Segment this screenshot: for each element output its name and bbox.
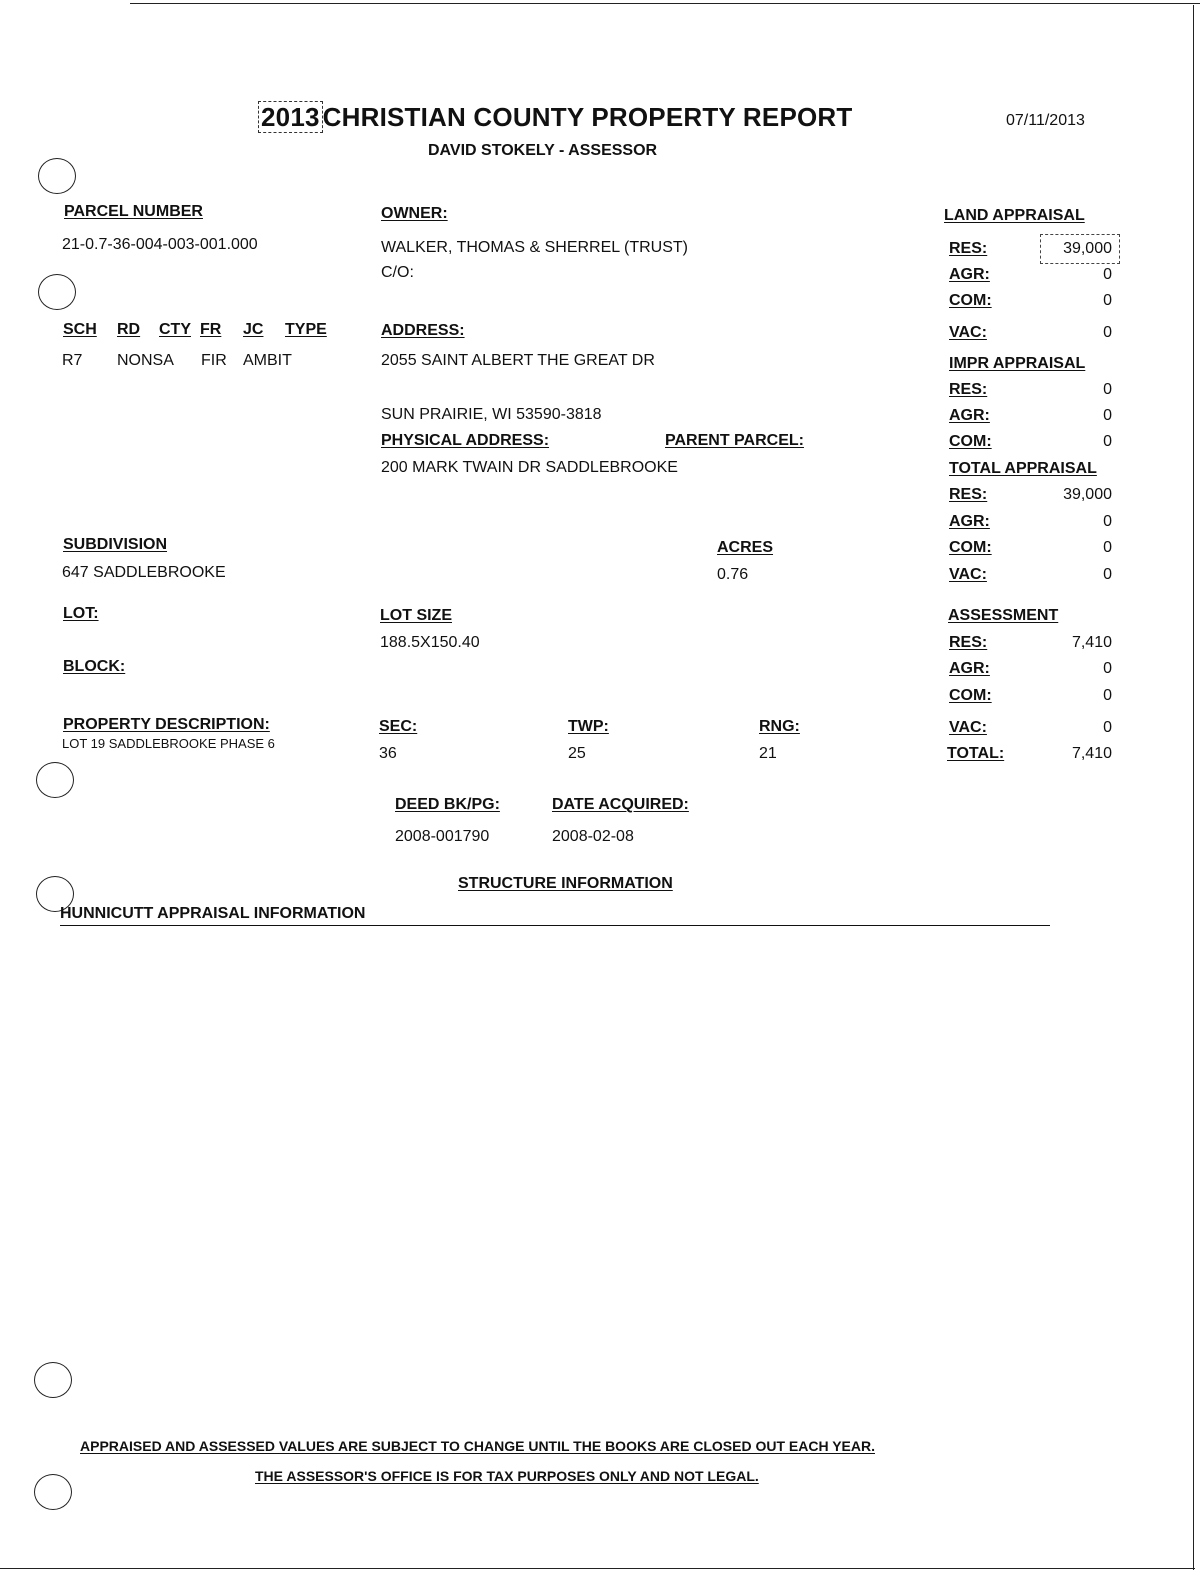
report-date: 07/11/2013 xyxy=(1006,112,1085,129)
impr-res-label: RES: xyxy=(949,381,988,398)
lot-label: LOT: xyxy=(63,605,99,622)
owner-label: OWNER: xyxy=(381,205,448,222)
address-line1: 2055 SAINT ALBERT THE GREAT DR xyxy=(381,352,655,369)
punch-hole xyxy=(36,762,74,798)
land-vac-label: VAC: xyxy=(949,324,987,341)
report-title xyxy=(258,102,852,133)
punch-hole xyxy=(38,274,76,310)
code-header-rd: RD xyxy=(117,321,141,338)
lot-size-label: LOT SIZE xyxy=(380,607,452,624)
disclaimer-line-1: APPRAISED AND ASSESSED VALUES ARE SUBJECT TO CHANGE UNTIL THE BOOKS ARE CLOSED OUT EACH YEAR. xyxy=(80,1438,875,1454)
total-appraisal-title: TOTAL APPRAISAL xyxy=(949,460,1097,477)
code-header-cty: CTY xyxy=(159,321,191,338)
impr-agr-label: AGR: xyxy=(949,407,990,424)
total-res-label: RES: xyxy=(949,486,988,503)
hunnicutt-rule xyxy=(60,925,1050,926)
assess-com-value: 0 xyxy=(1103,687,1112,704)
scan-edge-bottom xyxy=(0,1568,1195,1569)
land-com-value: 0 xyxy=(1103,292,1112,309)
punch-hole xyxy=(34,1362,72,1398)
punch-hole xyxy=(38,158,76,194)
address-line2: SUN PRAIRIE, WI 53590-3818 xyxy=(381,406,602,423)
scan-edge-right xyxy=(1193,5,1194,1570)
assessment-title: ASSESSMENT xyxy=(948,607,1059,624)
total-agr-value: 0 xyxy=(1103,513,1112,530)
land-appraisal-title: LAND APPRAISAL xyxy=(944,207,1085,224)
physical-address-value: 200 MARK TWAIN DR SADDLEBROOKE xyxy=(381,459,678,476)
structure-information-heading: STRUCTURE INFORMATION xyxy=(458,875,673,892)
assess-total-value: 7,410 xyxy=(1071,745,1112,762)
code-rd: NONSA xyxy=(117,352,174,369)
land-com-label: COM: xyxy=(949,292,992,309)
assess-com-label: COM: xyxy=(949,687,992,704)
parcel-number-value: 21-0.7-36-004-003-001.000 xyxy=(62,236,258,253)
assess-total-label: TOTAL: xyxy=(947,745,1005,762)
report-year: 2013 xyxy=(258,101,323,133)
deed-value: 2008-001790 xyxy=(395,828,490,845)
total-com-value: 0 xyxy=(1103,539,1112,556)
deed-label: DEED BK/PG: xyxy=(395,796,500,813)
twp-label: TWP: xyxy=(568,718,609,735)
assess-res-value: 7,410 xyxy=(1071,634,1112,651)
report-title-text: CHRISTIAN COUNTY PROPERTY REPORT xyxy=(322,102,853,132)
assess-res-label: RES: xyxy=(949,634,988,651)
date-acquired-value: 2008-02-08 xyxy=(552,828,634,845)
total-vac-value: 0 xyxy=(1103,566,1112,583)
assess-agr-label: AGR: xyxy=(949,660,990,677)
impr-appraisal-title: IMPR APPRAISAL xyxy=(949,355,1086,372)
subdivision-value: 647 SADDLEBROOKE xyxy=(62,564,226,581)
sec-value: 36 xyxy=(379,745,397,762)
punch-hole xyxy=(34,1474,72,1510)
rng-value: 21 xyxy=(759,745,777,762)
total-com-label: COM: xyxy=(949,539,992,556)
code-header-fr: FR xyxy=(200,321,222,338)
code-sch: R7 xyxy=(62,352,83,369)
code-header-sch: SCH xyxy=(63,321,97,338)
land-res-value: 39,000 xyxy=(1063,240,1112,257)
assessor-name: DAVID STOKELY - ASSESSOR xyxy=(428,142,658,159)
subdivision-label: SUBDIVISION xyxy=(63,536,168,553)
lot-size-value: 188.5X150.40 xyxy=(380,634,480,651)
scan-edge-top xyxy=(130,3,1200,4)
impr-com-label: COM: xyxy=(949,433,992,450)
total-res-value: 39,000 xyxy=(1063,486,1112,503)
code-header-jc: JC xyxy=(243,321,264,338)
impr-agr-value: 0 xyxy=(1103,407,1112,424)
assess-agr-value: 0 xyxy=(1103,660,1112,677)
code-header-type: TYPE xyxy=(285,321,327,338)
sec-label: SEC: xyxy=(379,718,418,735)
land-agr-label: AGR: xyxy=(949,266,990,283)
rng-label: RNG: xyxy=(759,718,800,735)
assess-vac-value: 0 xyxy=(1103,719,1112,736)
property-description-value: LOT 19 SADDLEBROOKE PHASE 6 xyxy=(62,736,275,751)
address-label: ADDRESS: xyxy=(381,322,465,339)
physical-address-label: PHYSICAL ADDRESS: xyxy=(381,432,550,449)
impr-res-value: 0 xyxy=(1103,381,1112,398)
land-agr-value: 0 xyxy=(1103,266,1112,283)
parent-parcel-label: PARENT PARCEL: xyxy=(665,432,804,449)
parcel-number-label: PARCEL NUMBER xyxy=(64,203,203,220)
date-acquired-label: DATE ACQUIRED: xyxy=(552,796,689,813)
owner-name: WALKER, THOMAS & SHERREL (TRUST) xyxy=(381,239,688,256)
land-res-label: RES: xyxy=(949,240,988,257)
acres-label: ACRES xyxy=(717,539,774,556)
block-label: BLOCK: xyxy=(63,658,126,675)
total-agr-label: AGR: xyxy=(949,513,990,530)
twp-value: 25 xyxy=(568,745,586,762)
acres-value: 0.76 xyxy=(717,566,749,583)
disclaimer-line-2: THE ASSESSOR'S OFFICE IS FOR TAX PURPOSES ONLY AND NOT LEGAL. xyxy=(255,1468,759,1484)
assess-vac-label: VAC: xyxy=(949,719,987,736)
impr-com-value: 0 xyxy=(1103,433,1112,450)
land-vac-value: 0 xyxy=(1103,324,1112,341)
owner-co: C/O: xyxy=(381,264,414,281)
property-description-label: PROPERTY DESCRIPTION: xyxy=(63,716,270,733)
hunnicutt-heading: HUNNICUTT APPRAISAL INFORMATION xyxy=(60,905,366,922)
total-vac-label: VAC: xyxy=(949,566,987,583)
code-fr: FIR xyxy=(201,352,227,369)
code-type: AMBIT xyxy=(243,352,292,369)
